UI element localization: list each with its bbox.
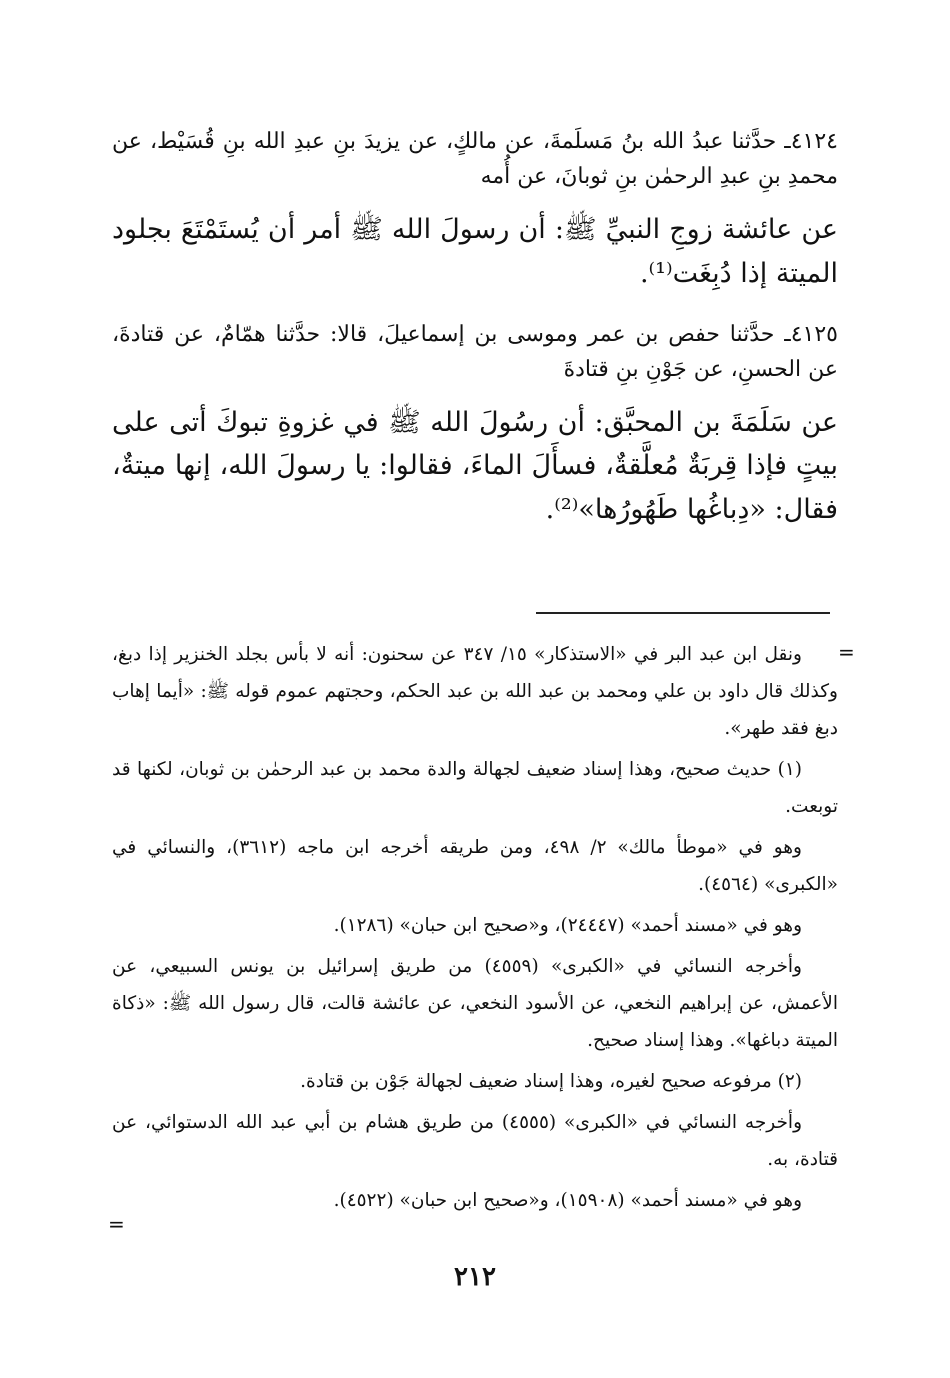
footnote-1-paragraph-3: وهو في «مسند أحمد» (٢٤٤٤٧)، و«صحيح ابن حبان» (١٢٨٦). [333,915,802,936]
footnote-2: (٢) مرفوعه صحيح لغيره، وهذا إسناد ضعيف لجهالة جَوْن بن قتادة. [300,1071,802,1092]
page-number: ٢١٢ [454,1262,496,1292]
hadith-4125-isnad: ٤١٢٥ـ حدَّثنا حفص بن عمر وموسى بن إسماعيلَ، قالا: حدَّثنا همّامٌ، عن قتادةَ، عن الحسنِ، عن جَوْنِ بنِ قتادةَ [112,321,838,382]
footnote-1-paragraph-4: وأخرجه النسائي في «الكبرى» (٤٥٥٩) من طريق إسرائيل بن يونس السبيعي، عن الأعمش، عن إبراهيم النخعي، عن الأسود النخعي، عن عائشة قالت، قال رسول الله ﷺ: «ذكاة الميتة دباغها». وهذا إسناد صحيح. [112,956,838,1051]
hadith-4124-isnad: ٤١٢٤ـ حدَّثنا عبدُ الله بنُ مَسلَمةَ، عن مالكٍ، عن يزيدَ بنِ عبدِ الله بنِ قُسَيْط، عن محمدِ بنِ عبدِ الرحمٰن بنِ ثوبانَ، عن أُمه [112,129,838,190]
footnote-continuation-marker: = [838,640,855,664]
hadith-4124-matn: عن عائشة زوجِ النبيِّ ﷺ: أن رسولَ الله ﷺ أمر أن يُستَمْتَعَ بجلود الميتة إذا دُبِغَت⁽¹⁾. [112,214,838,289]
footnote-2-paragraph-2: وأخرجه النسائي في «الكبرى» (٤٥٥٥) من طريق هشام بن أبي عبد الله الدستوائي، عن قتادة، به. [112,1112,838,1170]
footnote-1-paragraph-2: وهو في «موطأ مالك» ٢/ ٤٩٨، ومن طريقه أخرجه ابن ماجه (٣٦١٢)، والنسائي في «الكبرى» (٤٥٦٤). [112,837,838,895]
footnote-end-marker: = [108,1212,125,1236]
footnotes [112,636,838,1219]
footnote-separator [536,612,830,614]
footnote-1: (١) حديث صحيح، وهذا إسناد ضعيف لجهالة والدة محمد بن عبد الرحمٰن بن ثوبان، لكنها قد توبعت. [112,759,838,817]
footnote-2-paragraph-3: وهو في «مسند أحمد» (١٥٩٠٨)، و«صحيح ابن حبان» (٤٥٢٢). [333,1190,802,1211]
footnote-continued-text: ونقل ابن عبد البر في «الاستذكار» ١٥/ ٣٤٧ عن سحنون: أنه لا بأس بجلد الخنزير إذا دبغ، وكذلك قال داود بن علي ومحمد بن عبد الله بن عبد الحكم، وحجتهم عموم قوله ﷺ: «أيما إهاب دبغ فقد طهر». [112,644,838,739]
main-text [112,124,838,531]
hadith-4125-matn: عن سَلَمَةَ بن المحبَّق: أن رسُولَ الله ﷺ في غزوةِ تبوكَ أتى على بيتٍ فإذا قِربَةٌ مُعلَّقةٌ، فسأَلَ الماءَ، فقالوا: يا رسولَ الله، إنها ميتةٌ، فقال: «دِباغُها طَهُورُها»⁽²⁾. [112,407,838,525]
